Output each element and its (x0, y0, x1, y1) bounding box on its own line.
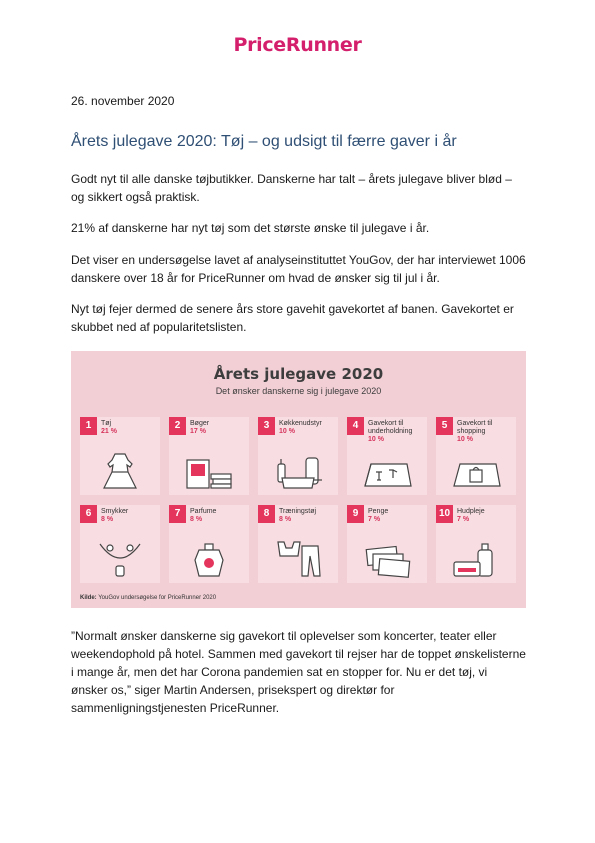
gift-label: Gavekort til shopping (457, 420, 493, 435)
dress-icon (92, 450, 148, 492)
gift-percent: 10 % (457, 436, 473, 443)
gift-label: Parfume (190, 508, 217, 515)
gift-percent: 8 % (279, 516, 292, 523)
gift-card-5 (436, 417, 516, 495)
gift-label: Bøger (190, 420, 210, 427)
paragraph-stat: 21% af danskerne har nyt tøj som det største ønske til julegave i år. (71, 221, 430, 235)
paragraph-giftcards: Nyt tøj fejer dermed de senere års store gavehit gavekortet af banen. Gavekortet er skubbet ned af popularitetslisten. (71, 302, 514, 334)
skincare-icon (448, 538, 504, 580)
gift-card-8 (258, 505, 338, 583)
gift-label: Træningstøj (279, 508, 317, 515)
sportswear-icon (270, 538, 326, 580)
rank-badge: 1 (80, 417, 97, 435)
rank-badge: 10 (436, 505, 453, 523)
date: 26. november 2020 (71, 94, 175, 108)
perfume-icon (181, 538, 237, 580)
source-label: Kilde: (80, 595, 97, 601)
gift-card-10 (436, 505, 516, 583)
rank-badge: 5 (436, 417, 453, 435)
paragraph-quote: ”Normalt ønsker danskerne sig gavekort til oplevelser som koncerter, teater eller weekendophold på hotel. Sammen med gavekort til rejser har de toppet ønskelisterne i mange år, men det har Corona pandemien sat en stopper for. Nu er det tøj, vi ønsker os,” siger Martin Andersen, prisekspert og direktør for sammenligningstjenesten PriceRunner. (71, 629, 526, 715)
paragraph-survey: Det viser en undersøgelse lavet af analyseinstituttet YouGov, der har interviewet 1006 danskere over 18 år for PriceRunner om hvad de ønsker sig til jul i år. (71, 253, 526, 285)
infographic (71, 351, 526, 608)
rank-badge: 4 (347, 417, 364, 435)
gift-label: Smykker (101, 508, 129, 515)
infographic-title: Årets julegave 2020 (213, 365, 384, 383)
books-icon (181, 450, 237, 492)
entertainment-giftcard-icon (359, 450, 415, 492)
gift-label: Gavekort til underholdning (368, 420, 413, 435)
gift-card-2 (169, 417, 249, 495)
gift-percent: 10 % (279, 428, 295, 435)
jewelry-icon (92, 538, 148, 580)
gift-card-3 (258, 417, 338, 495)
rank-badge: 8 (258, 505, 275, 523)
gift-label: Tøj (101, 420, 112, 427)
gift-percent: 10 % (368, 436, 384, 443)
gift-label: Penge (368, 508, 389, 515)
gift-card-9 (347, 505, 427, 583)
infographic-source (80, 595, 216, 601)
gift-card-1 (80, 417, 160, 495)
gift-percent: 17 % (190, 428, 206, 435)
gift-label: Hudpleje (457, 508, 485, 515)
rank-badge: 6 (80, 505, 97, 523)
rank-badge: 9 (347, 505, 364, 523)
gift-card-6 (80, 505, 160, 583)
brand-logo: PriceRunner (233, 34, 362, 56)
gift-label: Køkkenudstyr (279, 420, 322, 427)
kitchenware-icon (270, 450, 326, 492)
infographic-subtitle: Det ønsker danskerne sig i julegave 2020 (215, 386, 382, 396)
gift-percent: 7 % (368, 516, 381, 523)
rank-badge: 3 (258, 417, 275, 435)
gift-card-7 (169, 505, 249, 583)
shopping-giftcard-icon (448, 450, 504, 492)
gift-percent: 21 % (101, 428, 117, 435)
gift-percent: 8 % (190, 516, 203, 523)
gift-card-4 (347, 417, 427, 495)
gift-percent: 7 % (457, 516, 470, 523)
source-text: YouGov undersøgelse for PriceRunner 2020 (98, 595, 217, 601)
rank-badge: 2 (169, 417, 186, 435)
rank-badge: 7 (169, 505, 186, 523)
headline: Årets julegave 2020: Tøj – og udsigt til færre gaver i år (71, 133, 457, 150)
money-icon (359, 538, 415, 580)
gift-grid (80, 417, 516, 583)
paragraph-intro: Godt nyt til alle danske tøjbutikker. Danskerne har talt – årets julegave bliver blød – og sikkert også praktisk. (71, 172, 512, 204)
gift-percent: 8 % (101, 516, 114, 523)
